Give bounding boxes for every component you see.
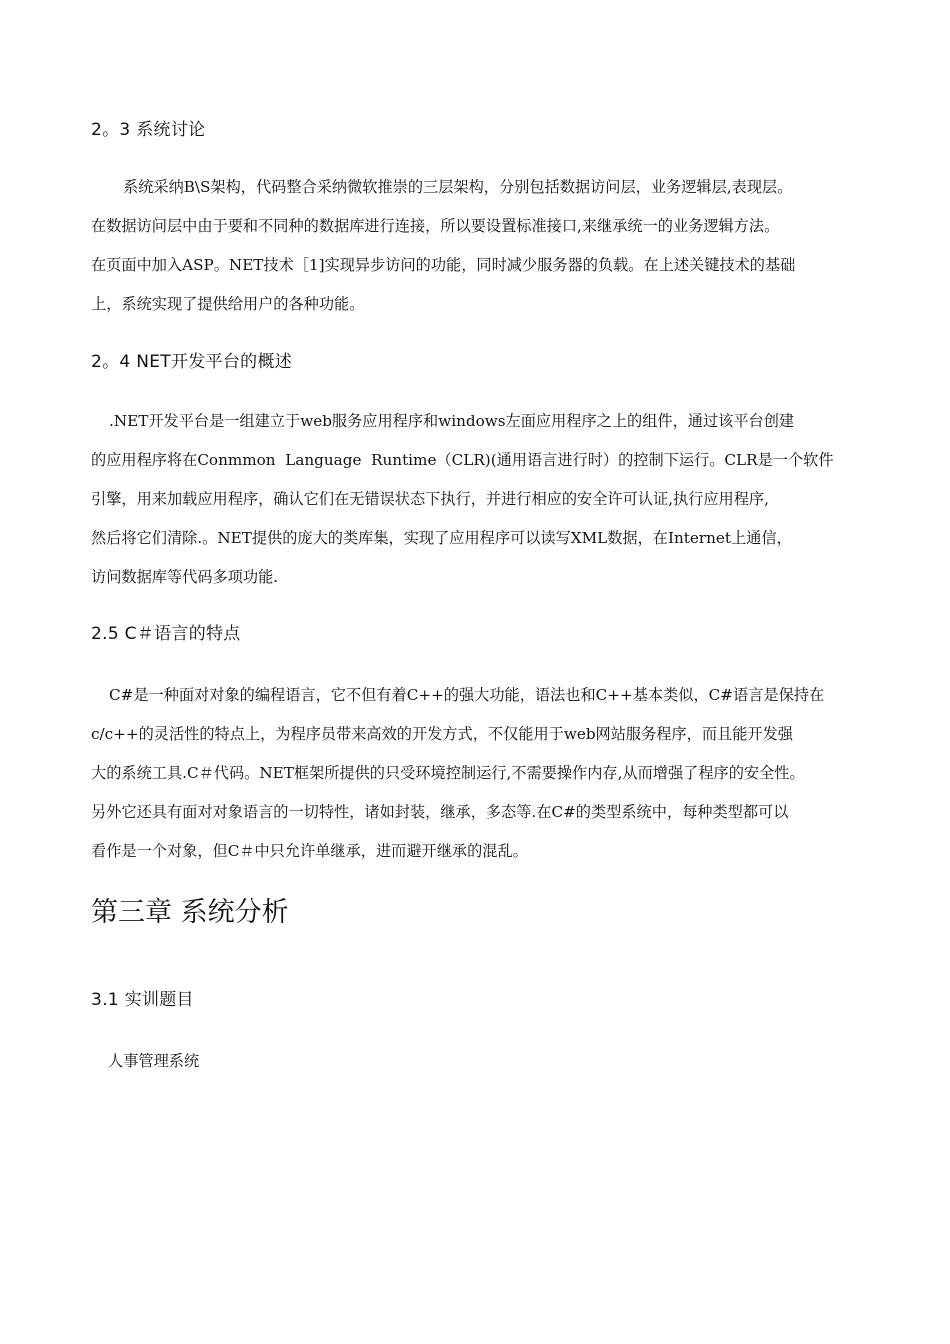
paragraph-line: 然后将它们清除.。NET提供的庞大的类库集，实现了应用程序可以读写XML数据，在Internet上通信，: [91, 529, 792, 547]
paragraph-line: C#是一种面对对象的编程语言，它不但有着C++的强大功能，语法也和C++基本类似，C#语言是保持在: [109, 686, 825, 704]
paragraph-system-discussion: [91, 175, 866, 331]
paragraph-line: 大的系统工具.C＃代码。NET框架所提供的只受环境控制运行,不需要操作内存,从而增强了程序的安全性。: [91, 764, 805, 782]
paragraph-line: 上，系统实现了提供给用户的各种功能。: [91, 295, 365, 313]
chapter-title: 第三章 系统分析: [91, 897, 289, 928]
paragraph-line: 系统采纳B\S架构，代码整合采纳微软推崇的三层架构，分别包括数据访问层，业务逻辑层,表现层。: [123, 178, 793, 196]
paragraph-line: 另外它还具有面对对象语言的一切特性，诸如封装，继承，多态等.在C#的类型系统中，每种类型都可以: [91, 803, 789, 821]
paragraph-line: 访问数据库等代码多项功能.: [91, 568, 279, 586]
paragraph-csharp-features: [91, 683, 866, 878]
paragraph-line: 的应用程序将在Conmmon Language Runtime（CLR)(通用语言进行时）的控制下运行。CLR是一个软件: [91, 451, 834, 469]
paragraph-line: 在数据访问层中由于要和不同种的数据库进行连接，所以要设置标准接口,来继承统一的业务逻辑方法。: [91, 217, 780, 235]
paragraph-line: 引擎，用来加载应用程序，确认它们在无错误状态下执行，并进行相应的安全许可认证,执行应用程序,: [91, 490, 769, 508]
section-heading-2-5: 2.5 C＃语言的特点: [91, 624, 241, 644]
section-heading-2-3: 2。3 系统讨论: [91, 120, 206, 140]
paragraph-line: .NET开发平台是一组建立于web服务应用程序和windows左面应用程序之上的组件，通过该平台创建: [109, 412, 795, 430]
section-heading-3-1: 3.1 实训题目: [91, 990, 194, 1010]
paragraph-line: 在页面中加入ASP。NET技术［1]实现异步访问的功能，同时减少服务器的负载。在上述关键技术的基础: [91, 256, 796, 274]
paragraph-net-platform: [91, 409, 866, 604]
paragraph-line: c/c++的灵活性的特点上，为程序员带来高效的开发方式，不仅能用于web网站服务程序，而且能开发强: [91, 725, 793, 743]
training-topic-text: 人事管理系统: [108, 1052, 200, 1070]
paragraph-line: 看作是一个对象，但C＃中只允许单继承，进而避开继承的混乱。: [91, 842, 528, 860]
section-heading-2-4: 2。4 NET开发平台的概述: [91, 352, 293, 372]
